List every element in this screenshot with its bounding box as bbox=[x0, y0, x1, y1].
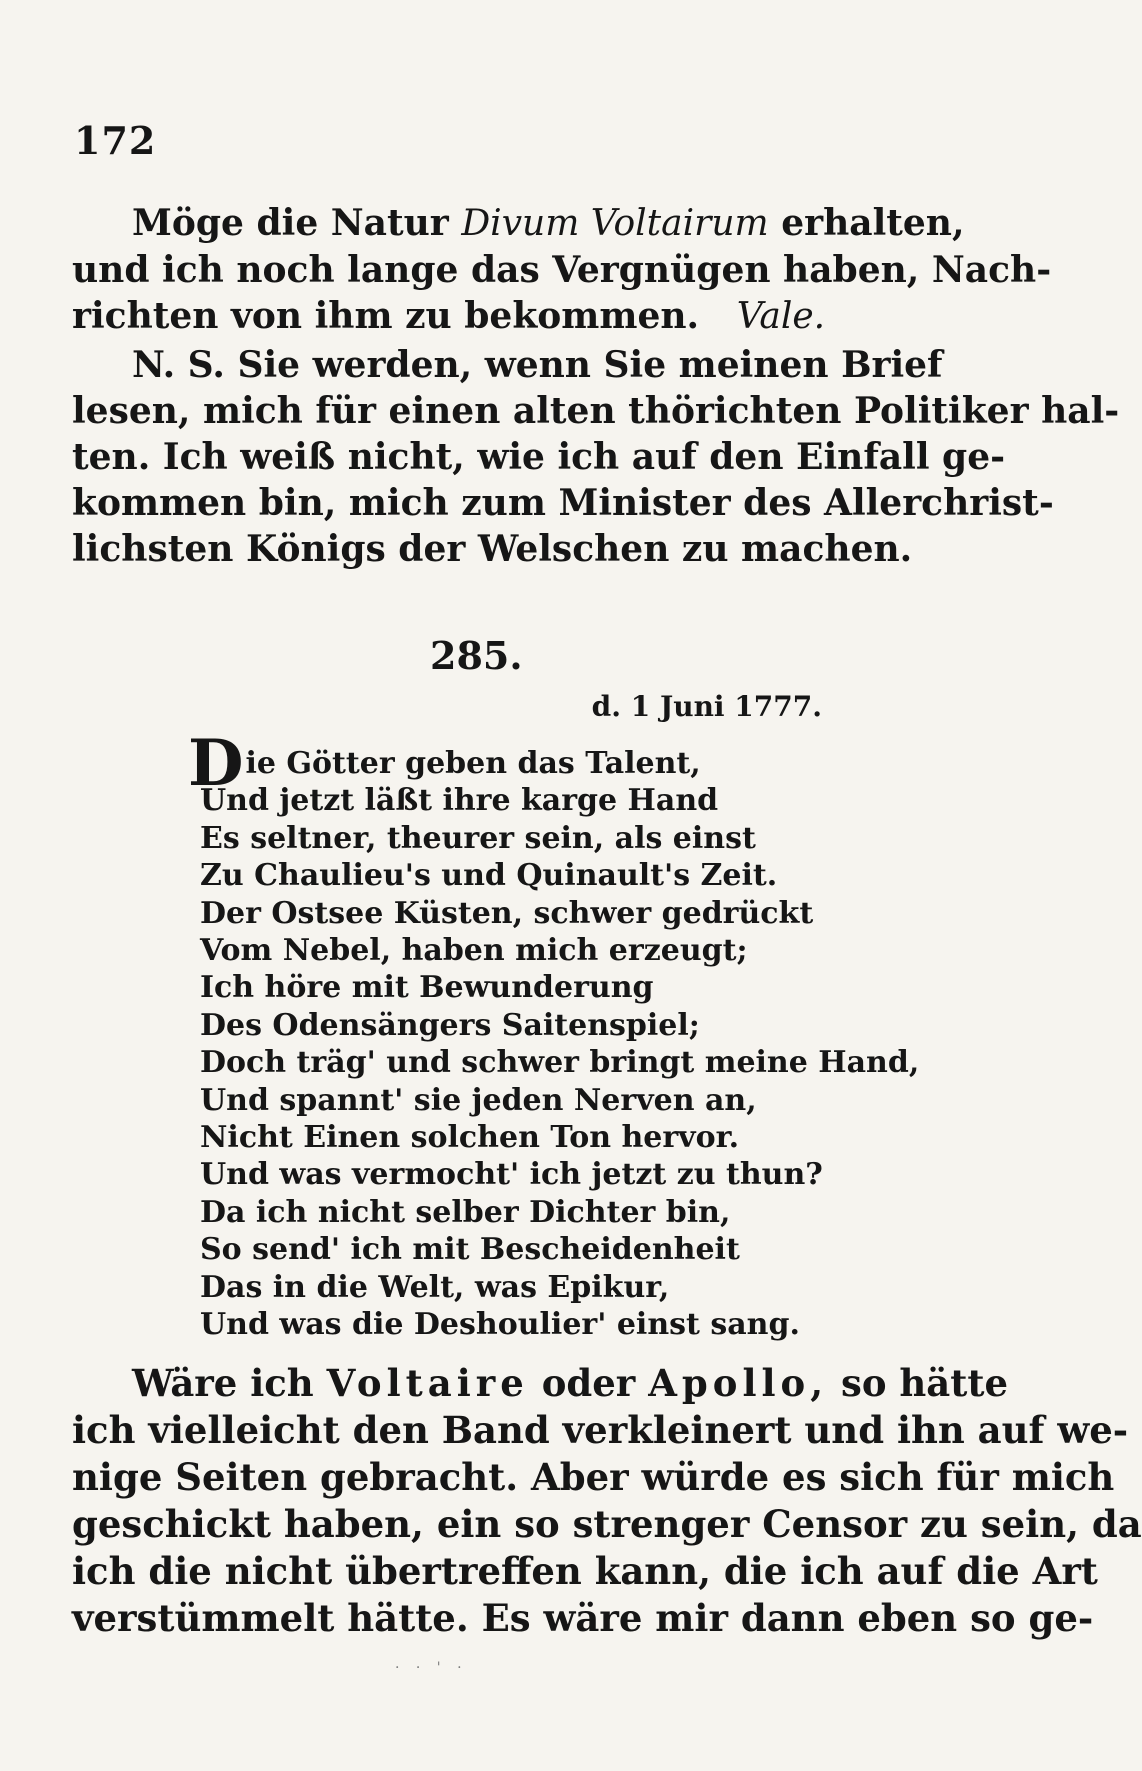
poem-line: Nicht Einen solchen Ton hervor. bbox=[200, 1120, 740, 1156]
poem-line: Doch träg' und schwer bringt meine Hand, bbox=[200, 1045, 920, 1081]
text-line: ten. Ich weiß nicht, wie ich auf den Einfall ge- bbox=[72, 436, 1006, 478]
text-line bbox=[72, 293, 852, 340]
text-line bbox=[72, 200, 965, 247]
text-span: ie Götter geben das Talent, bbox=[245, 746, 701, 781]
text-line: verstümmelt hätte. Es wäre mir dann eben so ge- bbox=[72, 1596, 1094, 1640]
text-span: richten von ihm zu bekommen. bbox=[72, 295, 700, 337]
text-line bbox=[72, 1360, 1009, 1407]
text-line: kommen bin, mich zum Minister des Allerchrist- bbox=[72, 482, 1054, 524]
poem-line: So send' ich mit Bescheidenheit bbox=[200, 1232, 740, 1268]
text-span: Wäre ich bbox=[132, 1361, 314, 1405]
text-line: geschickt haben, ein so strenger Censor zu sein, da bbox=[72, 1502, 1142, 1546]
text-line: und ich noch lange das Vergnügen haben, Nach- bbox=[72, 249, 1052, 291]
text-line: ich vielleicht den Band verkleinert und ihn auf we- bbox=[72, 1408, 1129, 1452]
text-span: oder bbox=[541, 1361, 636, 1405]
letter-number: 285. bbox=[430, 633, 523, 678]
poem-line: Vom Nebel, haben mich erzeugt; bbox=[200, 933, 748, 969]
poem-line: Das in die Welt, was Epikur, bbox=[200, 1269, 670, 1305]
page-number: 172 bbox=[74, 118, 157, 163]
poem-line: Zu Chaulieu's und Quinault's Zeit. bbox=[200, 858, 778, 894]
paragraph-closing bbox=[72, 200, 1052, 340]
poem-line: Der Ostsee Küsten, schwer gedrückt bbox=[200, 895, 814, 931]
text-span: erhalten, bbox=[781, 202, 965, 244]
poem bbox=[188, 726, 920, 1344]
text-span: so hätte bbox=[841, 1361, 1009, 1405]
text-line: lesen, mich für einen alten thörichten Politiker hal- bbox=[72, 390, 1120, 432]
latin-phrase: Divum Voltairum bbox=[461, 203, 769, 244]
name-apollo: Apollo, bbox=[648, 1361, 829, 1405]
poem-line: Ich höre mit Bewunderung bbox=[200, 970, 654, 1006]
dateline: d. 1 Juni 1777. bbox=[591, 690, 822, 723]
name-voltaire: Voltaire bbox=[326, 1361, 529, 1405]
drop-cap: D bbox=[188, 726, 244, 801]
paragraph-postscript bbox=[72, 342, 1120, 572]
poem-line: Es seltner, theurer sein, als einst bbox=[200, 820, 756, 856]
poem-line: Und was vermocht' ich jetzt zu thun? bbox=[200, 1157, 823, 1193]
text-line: nige Seiten gebracht. Aber würde es sich für mich bbox=[72, 1455, 1115, 1499]
text-line: N. S. Sie werden, wenn Sie meinen Brief bbox=[132, 344, 943, 386]
poem-line: Und was die Deshoulier' einst sang. bbox=[200, 1307, 800, 1343]
text-line: ich die nicht übertreffen kann, die ich auf die Art bbox=[72, 1549, 1098, 1593]
poem-line: Und jetzt läßt ihre karge Hand bbox=[200, 783, 719, 819]
text-span: Möge die Natur bbox=[132, 202, 449, 244]
poem-line: Da ich nicht selber Dichter bin, bbox=[200, 1194, 731, 1230]
print-specks-decoration: · · ' · bbox=[395, 1660, 468, 1676]
latin-valediction: Vale. bbox=[736, 296, 826, 337]
paragraph-reflection bbox=[72, 1360, 1142, 1642]
poem-line: Des Odensängers Saitenspiel; bbox=[200, 1007, 700, 1043]
text-line: lichsten Königs der Welschen zu machen. bbox=[72, 528, 913, 570]
poem-line: Und spannt' sie jeden Nerven an, bbox=[200, 1082, 757, 1118]
